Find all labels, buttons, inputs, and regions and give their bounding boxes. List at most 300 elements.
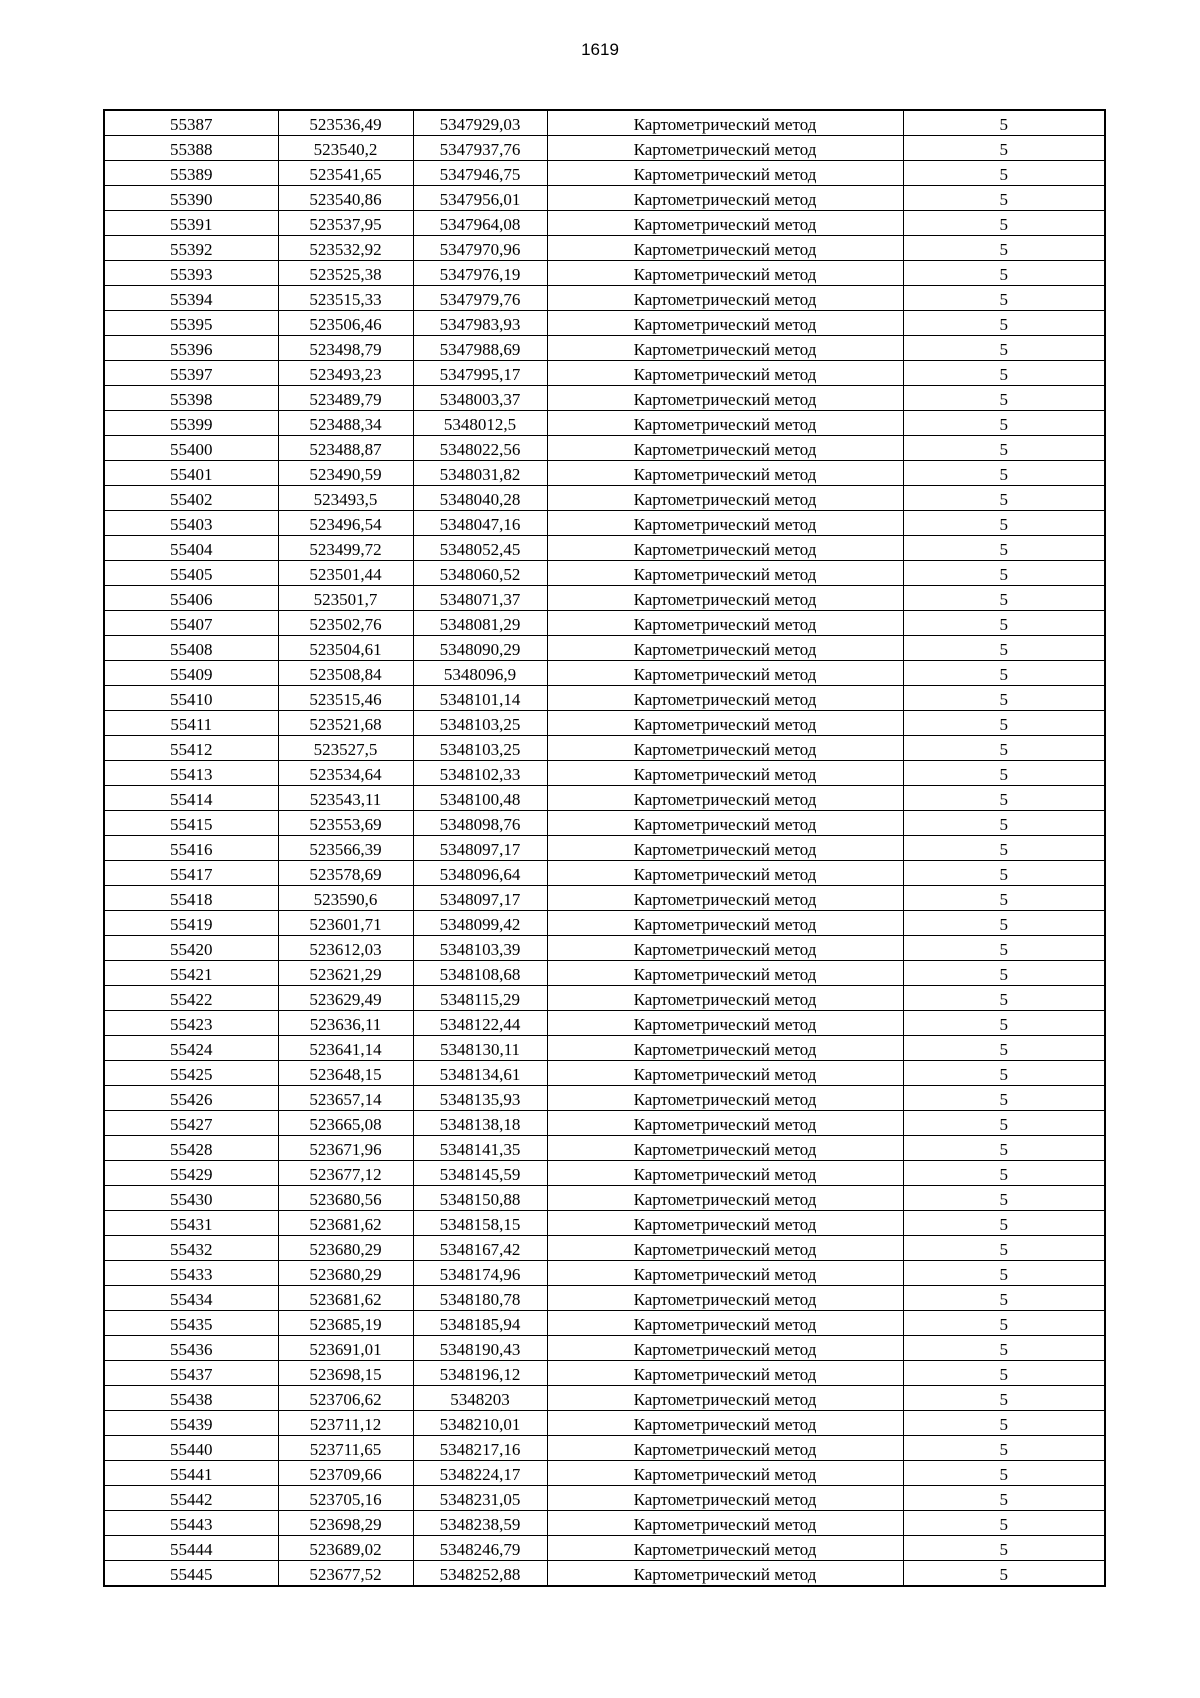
x-coordinate-cell: 523536,49: [278, 110, 413, 136]
y-coordinate-cell: 5348224,17: [413, 1461, 547, 1486]
point-number-cell: 55428: [104, 1136, 278, 1161]
y-coordinate-cell: 5348210,01: [413, 1411, 547, 1436]
table-row: [104, 561, 1105, 586]
x-coordinate-cell: 523629,49: [278, 986, 413, 1011]
x-coordinate-cell: 523496,54: [278, 511, 413, 536]
y-coordinate-cell: 5347983,93: [413, 311, 547, 336]
table-row: [104, 436, 1105, 461]
point-number-cell: 55417: [104, 861, 278, 886]
x-coordinate-cell: 523506,46: [278, 311, 413, 336]
x-coordinate-cell: 523590,6: [278, 886, 413, 911]
point-number-cell: 55432: [104, 1236, 278, 1261]
point-number-cell: 55410: [104, 686, 278, 711]
point-number-cell: 55406: [104, 586, 278, 611]
point-number-cell: 55393: [104, 261, 278, 286]
point-number-cell: 55401: [104, 461, 278, 486]
point-number-cell: 55391: [104, 211, 278, 236]
method-cell: Картометрический метод: [547, 961, 903, 986]
method-cell: Картометрический метод: [547, 586, 903, 611]
y-coordinate-cell: 5348190,43: [413, 1336, 547, 1361]
method-cell: Картометрический метод: [547, 1186, 903, 1211]
method-cell: Картометрический метод: [547, 811, 903, 836]
y-coordinate-cell: 5348040,28: [413, 486, 547, 511]
point-number-cell: 55400: [104, 436, 278, 461]
y-coordinate-cell: 5348103,25: [413, 736, 547, 761]
point-number-cell: 55437: [104, 1361, 278, 1386]
x-coordinate-cell: 523543,11: [278, 786, 413, 811]
table-row: [104, 1336, 1105, 1361]
x-coordinate-cell: 523489,79: [278, 386, 413, 411]
table-row: [104, 1011, 1105, 1036]
point-number-cell: 55414: [104, 786, 278, 811]
accuracy-cell: 5: [903, 361, 1105, 386]
table-row: [104, 836, 1105, 861]
method-cell: Картометрический метод: [547, 286, 903, 311]
accuracy-cell: 5: [903, 161, 1105, 186]
method-cell: Картометрический метод: [547, 786, 903, 811]
method-cell: Картометрический метод: [547, 1486, 903, 1511]
method-cell: Картометрический метод: [547, 1086, 903, 1111]
point-number-cell: 55421: [104, 961, 278, 986]
table-row: [104, 1086, 1105, 1111]
y-coordinate-cell: 5348103,25: [413, 711, 547, 736]
table-row: [104, 1436, 1105, 1461]
method-cell: Картометрический метод: [547, 986, 903, 1011]
table-row: [104, 1036, 1105, 1061]
y-coordinate-cell: 5348134,61: [413, 1061, 547, 1086]
accuracy-cell: 5: [903, 1486, 1105, 1511]
accuracy-cell: 5: [903, 411, 1105, 436]
point-number-cell: 55415: [104, 811, 278, 836]
point-number-cell: 55390: [104, 186, 278, 211]
y-coordinate-cell: 5348097,17: [413, 836, 547, 861]
y-coordinate-cell: 5348138,18: [413, 1111, 547, 1136]
point-number-cell: 55399: [104, 411, 278, 436]
method-cell: Картометрический метод: [547, 336, 903, 361]
y-coordinate-cell: 5348150,88: [413, 1186, 547, 1211]
accuracy-cell: 5: [903, 1011, 1105, 1036]
x-coordinate-cell: 523612,03: [278, 936, 413, 961]
y-coordinate-cell: 5347979,76: [413, 286, 547, 311]
y-coordinate-cell: 5348246,79: [413, 1536, 547, 1561]
x-coordinate-cell: 523537,95: [278, 211, 413, 236]
method-cell: Картометрический метод: [547, 511, 903, 536]
method-cell: Картометрический метод: [547, 361, 903, 386]
table-row: [104, 536, 1105, 561]
point-number-cell: 55429: [104, 1161, 278, 1186]
table-row: [104, 936, 1105, 961]
accuracy-cell: 5: [903, 911, 1105, 936]
y-coordinate-cell: 5348231,05: [413, 1486, 547, 1511]
accuracy-cell: 5: [903, 511, 1105, 536]
y-coordinate-cell: 5347976,19: [413, 261, 547, 286]
point-number-cell: 55440: [104, 1436, 278, 1461]
method-cell: Картометрический метод: [547, 136, 903, 161]
table-row: [104, 986, 1105, 1011]
point-number-cell: 55420: [104, 936, 278, 961]
point-number-cell: 55412: [104, 736, 278, 761]
point-number-cell: 55441: [104, 1461, 278, 1486]
x-coordinate-cell: 523680,56: [278, 1186, 413, 1211]
accuracy-cell: 5: [903, 861, 1105, 886]
table-row: [104, 761, 1105, 786]
x-coordinate-cell: 523698,15: [278, 1361, 413, 1386]
accuracy-cell: 5: [903, 786, 1105, 811]
point-number-cell: 55392: [104, 236, 278, 261]
method-cell: Картометрический метод: [547, 536, 903, 561]
method-cell: Картометрический метод: [547, 161, 903, 186]
table-row: [104, 1211, 1105, 1236]
y-coordinate-cell: 5348122,44: [413, 1011, 547, 1036]
accuracy-cell: 5: [903, 636, 1105, 661]
method-cell: Картометрический метод: [547, 1036, 903, 1061]
y-coordinate-cell: 5348174,96: [413, 1261, 547, 1286]
point-number-cell: 55398: [104, 386, 278, 411]
point-number-cell: 55430: [104, 1186, 278, 1211]
accuracy-cell: 5: [903, 211, 1105, 236]
y-coordinate-cell: 5348022,56: [413, 436, 547, 461]
method-cell: Картометрический метод: [547, 886, 903, 911]
accuracy-cell: 5: [903, 811, 1105, 836]
x-coordinate-cell: 523502,76: [278, 611, 413, 636]
x-coordinate-cell: 523677,52: [278, 1561, 413, 1587]
table-row: [104, 1311, 1105, 1336]
table-row: [104, 511, 1105, 536]
y-coordinate-cell: 5347956,01: [413, 186, 547, 211]
point-number-cell: 55425: [104, 1061, 278, 1086]
y-coordinate-cell: 5347988,69: [413, 336, 547, 361]
point-number-cell: 55395: [104, 311, 278, 336]
method-cell: Картометрический метод: [547, 836, 903, 861]
y-coordinate-cell: 5347937,76: [413, 136, 547, 161]
accuracy-cell: 5: [903, 1261, 1105, 1286]
y-coordinate-cell: 5348158,15: [413, 1211, 547, 1236]
x-coordinate-cell: 523541,65: [278, 161, 413, 186]
table-row: [104, 1161, 1105, 1186]
x-coordinate-cell: 523671,96: [278, 1136, 413, 1161]
method-cell: Картометрический метод: [547, 1311, 903, 1336]
accuracy-cell: 5: [903, 1386, 1105, 1411]
y-coordinate-cell: 5348097,17: [413, 886, 547, 911]
method-cell: Картометрический метод: [547, 1386, 903, 1411]
y-coordinate-cell: 5348185,94: [413, 1311, 547, 1336]
x-coordinate-cell: 523691,01: [278, 1336, 413, 1361]
y-coordinate-cell: 5348238,59: [413, 1511, 547, 1536]
x-coordinate-cell: 523504,61: [278, 636, 413, 661]
accuracy-cell: 5: [903, 836, 1105, 861]
table-row: [104, 161, 1105, 186]
method-cell: Картометрический метод: [547, 1236, 903, 1261]
table-row: [104, 911, 1105, 936]
table-row: [104, 411, 1105, 436]
method-cell: Картометрический метод: [547, 1261, 903, 1286]
method-cell: Картометрический метод: [547, 1211, 903, 1236]
table-row: [104, 186, 1105, 211]
table-row: [104, 236, 1105, 261]
y-coordinate-cell: 5348130,11: [413, 1036, 547, 1061]
coordinates-table: [103, 109, 1106, 1587]
x-coordinate-cell: 523648,15: [278, 1061, 413, 1086]
x-coordinate-cell: 523540,86: [278, 186, 413, 211]
table-row: [104, 961, 1105, 986]
method-cell: Картометрический метод: [547, 1511, 903, 1536]
point-number-cell: 55426: [104, 1086, 278, 1111]
point-number-cell: 55444: [104, 1536, 278, 1561]
accuracy-cell: 5: [903, 311, 1105, 336]
accuracy-cell: 5: [903, 761, 1105, 786]
accuracy-cell: 5: [903, 261, 1105, 286]
x-coordinate-cell: 523521,68: [278, 711, 413, 736]
method-cell: Картометрический метод: [547, 1286, 903, 1311]
table-row: [104, 311, 1105, 336]
table-row: [104, 811, 1105, 836]
method-cell: Картометрический метод: [547, 561, 903, 586]
x-coordinate-cell: 523499,72: [278, 536, 413, 561]
x-coordinate-cell: 523657,14: [278, 1086, 413, 1111]
y-coordinate-cell: 5348052,45: [413, 536, 547, 561]
x-coordinate-cell: 523698,29: [278, 1511, 413, 1536]
accuracy-cell: 5: [903, 986, 1105, 1011]
accuracy-cell: 5: [903, 236, 1105, 261]
accuracy-cell: 5: [903, 686, 1105, 711]
y-coordinate-cell: 5348167,42: [413, 1236, 547, 1261]
x-coordinate-cell: 523711,65: [278, 1436, 413, 1461]
point-number-cell: 55396: [104, 336, 278, 361]
method-cell: Картометрический метод: [547, 1336, 903, 1361]
accuracy-cell: 5: [903, 936, 1105, 961]
accuracy-cell: 5: [903, 1461, 1105, 1486]
table-row: [104, 1236, 1105, 1261]
method-cell: Картометрический метод: [547, 911, 903, 936]
accuracy-cell: 5: [903, 110, 1105, 136]
y-coordinate-cell: 5348098,76: [413, 811, 547, 836]
accuracy-cell: 5: [903, 436, 1105, 461]
table-row: [104, 361, 1105, 386]
method-cell: Картометрический метод: [547, 661, 903, 686]
point-number-cell: 55397: [104, 361, 278, 386]
point-number-cell: 55423: [104, 1011, 278, 1036]
point-number-cell: 55389: [104, 161, 278, 186]
method-cell: Картометрический метод: [547, 261, 903, 286]
x-coordinate-cell: 523534,64: [278, 761, 413, 786]
accuracy-cell: 5: [903, 1536, 1105, 1561]
accuracy-cell: 5: [903, 961, 1105, 986]
method-cell: Картометрический метод: [547, 411, 903, 436]
accuracy-cell: 5: [903, 1411, 1105, 1436]
y-coordinate-cell: 5348081,29: [413, 611, 547, 636]
y-coordinate-cell: 5348203: [413, 1386, 547, 1411]
y-coordinate-cell: 5348180,78: [413, 1286, 547, 1311]
x-coordinate-cell: 523709,66: [278, 1461, 413, 1486]
table-row: [104, 1261, 1105, 1286]
accuracy-cell: 5: [903, 1111, 1105, 1136]
method-cell: Картометрический метод: [547, 386, 903, 411]
method-cell: Картометрический метод: [547, 736, 903, 761]
table-row: [104, 1486, 1105, 1511]
point-number-cell: 55405: [104, 561, 278, 586]
y-coordinate-cell: 5348100,48: [413, 786, 547, 811]
y-coordinate-cell: 5348196,12: [413, 1361, 547, 1386]
y-coordinate-cell: 5348071,37: [413, 586, 547, 611]
point-number-cell: 55394: [104, 286, 278, 311]
x-coordinate-cell: 523685,19: [278, 1311, 413, 1336]
table-row: [104, 336, 1105, 361]
accuracy-cell: 5: [903, 1211, 1105, 1236]
accuracy-cell: 5: [903, 736, 1105, 761]
y-coordinate-cell: 5348047,16: [413, 511, 547, 536]
method-cell: Картометрический метод: [547, 936, 903, 961]
method-cell: Картометрический метод: [547, 611, 903, 636]
method-cell: Картометрический метод: [547, 110, 903, 136]
method-cell: Картометрический метод: [547, 686, 903, 711]
x-coordinate-cell: 523705,16: [278, 1486, 413, 1511]
method-cell: Картометрический метод: [547, 1111, 903, 1136]
accuracy-cell: 5: [903, 136, 1105, 161]
y-coordinate-cell: 5348145,59: [413, 1161, 547, 1186]
table-row: [104, 1511, 1105, 1536]
table-row: [104, 110, 1105, 136]
accuracy-cell: 5: [903, 1136, 1105, 1161]
point-number-cell: 55402: [104, 486, 278, 511]
y-coordinate-cell: 5348090,29: [413, 636, 547, 661]
method-cell: Картометрический метод: [547, 461, 903, 486]
table-row: [104, 686, 1105, 711]
x-coordinate-cell: 523680,29: [278, 1261, 413, 1286]
point-number-cell: 55411: [104, 711, 278, 736]
method-cell: Картометрический метод: [547, 186, 903, 211]
accuracy-cell: 5: [903, 461, 1105, 486]
x-coordinate-cell: 523498,79: [278, 336, 413, 361]
x-coordinate-cell: 523689,02: [278, 1536, 413, 1561]
accuracy-cell: 5: [903, 561, 1105, 586]
table-row: [104, 1411, 1105, 1436]
y-coordinate-cell: 5347929,03: [413, 110, 547, 136]
y-coordinate-cell: 5348003,37: [413, 386, 547, 411]
y-coordinate-cell: 5347964,08: [413, 211, 547, 236]
method-cell: Картометрический метод: [547, 761, 903, 786]
y-coordinate-cell: 5348135,93: [413, 1086, 547, 1111]
table-row: [104, 211, 1105, 236]
method-cell: Картометрический метод: [547, 436, 903, 461]
table-row: [104, 711, 1105, 736]
x-coordinate-cell: 523601,71: [278, 911, 413, 936]
x-coordinate-cell: 523501,7: [278, 586, 413, 611]
accuracy-cell: 5: [903, 1186, 1105, 1211]
accuracy-cell: 5: [903, 536, 1105, 561]
point-number-cell: 55387: [104, 110, 278, 136]
y-coordinate-cell: 5348096,64: [413, 861, 547, 886]
page-number: 1619: [581, 40, 619, 59]
accuracy-cell: 5: [903, 1561, 1105, 1587]
accuracy-cell: 5: [903, 886, 1105, 911]
x-coordinate-cell: 523711,12: [278, 1411, 413, 1436]
x-coordinate-cell: 523665,08: [278, 1111, 413, 1136]
table-row: [104, 1286, 1105, 1311]
accuracy-cell: 5: [903, 1361, 1105, 1386]
x-coordinate-cell: 523493,5: [278, 486, 413, 511]
table-row: [104, 786, 1105, 811]
point-number-cell: 55442: [104, 1486, 278, 1511]
y-coordinate-cell: 5347970,96: [413, 236, 547, 261]
accuracy-cell: 5: [903, 711, 1105, 736]
method-cell: Картометрический метод: [547, 1461, 903, 1486]
y-coordinate-cell: 5348252,88: [413, 1561, 547, 1587]
table-row: [104, 261, 1105, 286]
accuracy-cell: 5: [903, 586, 1105, 611]
method-cell: Картометрический метод: [547, 1061, 903, 1086]
accuracy-cell: 5: [903, 336, 1105, 361]
method-cell: Картометрический метод: [547, 486, 903, 511]
y-coordinate-cell: 5348012,5: [413, 411, 547, 436]
accuracy-cell: 5: [903, 1086, 1105, 1111]
point-number-cell: 55408: [104, 636, 278, 661]
point-number-cell: 55443: [104, 1511, 278, 1536]
x-coordinate-cell: 523532,92: [278, 236, 413, 261]
x-coordinate-cell: 523706,62: [278, 1386, 413, 1411]
method-cell: Картометрический метод: [547, 861, 903, 886]
y-coordinate-cell: 5348115,29: [413, 986, 547, 1011]
table-row: [104, 1561, 1105, 1587]
accuracy-cell: 5: [903, 1286, 1105, 1311]
point-number-cell: 55409: [104, 661, 278, 686]
accuracy-cell: 5: [903, 286, 1105, 311]
x-coordinate-cell: 523553,69: [278, 811, 413, 836]
table-row: [104, 736, 1105, 761]
x-coordinate-cell: 523515,33: [278, 286, 413, 311]
x-coordinate-cell: 523501,44: [278, 561, 413, 586]
accuracy-cell: 5: [903, 1336, 1105, 1361]
accuracy-cell: 5: [903, 661, 1105, 686]
y-coordinate-cell: 5348217,16: [413, 1436, 547, 1461]
method-cell: Картометрический метод: [547, 311, 903, 336]
y-coordinate-cell: 5348103,39: [413, 936, 547, 961]
point-number-cell: 55413: [104, 761, 278, 786]
method-cell: Картометрический метод: [547, 1161, 903, 1186]
x-coordinate-cell: 523488,87: [278, 436, 413, 461]
method-cell: Картометрический метод: [547, 1436, 903, 1461]
accuracy-cell: 5: [903, 386, 1105, 411]
point-number-cell: 55424: [104, 1036, 278, 1061]
method-cell: Картометрический метод: [547, 1536, 903, 1561]
point-number-cell: 55445: [104, 1561, 278, 1587]
table-row: [104, 611, 1105, 636]
point-number-cell: 55433: [104, 1261, 278, 1286]
table-row: [104, 1136, 1105, 1161]
accuracy-cell: 5: [903, 1311, 1105, 1336]
table-row: [104, 136, 1105, 161]
x-coordinate-cell: 523677,12: [278, 1161, 413, 1186]
table-row: [104, 386, 1105, 411]
point-number-cell: 55419: [104, 911, 278, 936]
accuracy-cell: 5: [903, 1511, 1105, 1536]
x-coordinate-cell: 523540,2: [278, 136, 413, 161]
x-coordinate-cell: 523641,14: [278, 1036, 413, 1061]
x-coordinate-cell: 523493,23: [278, 361, 413, 386]
method-cell: Картометрический метод: [547, 211, 903, 236]
accuracy-cell: 5: [903, 1436, 1105, 1461]
coordinates-table-body: [104, 110, 1105, 1586]
x-coordinate-cell: 523681,62: [278, 1286, 413, 1311]
table-row: [104, 1061, 1105, 1086]
method-cell: Картометрический метод: [547, 1361, 903, 1386]
x-coordinate-cell: 523566,39: [278, 836, 413, 861]
x-coordinate-cell: 523488,34: [278, 411, 413, 436]
x-coordinate-cell: 523527,5: [278, 736, 413, 761]
accuracy-cell: 5: [903, 1236, 1105, 1261]
table-row: [104, 1111, 1105, 1136]
x-coordinate-cell: 523681,62: [278, 1211, 413, 1236]
accuracy-cell: 5: [903, 1036, 1105, 1061]
